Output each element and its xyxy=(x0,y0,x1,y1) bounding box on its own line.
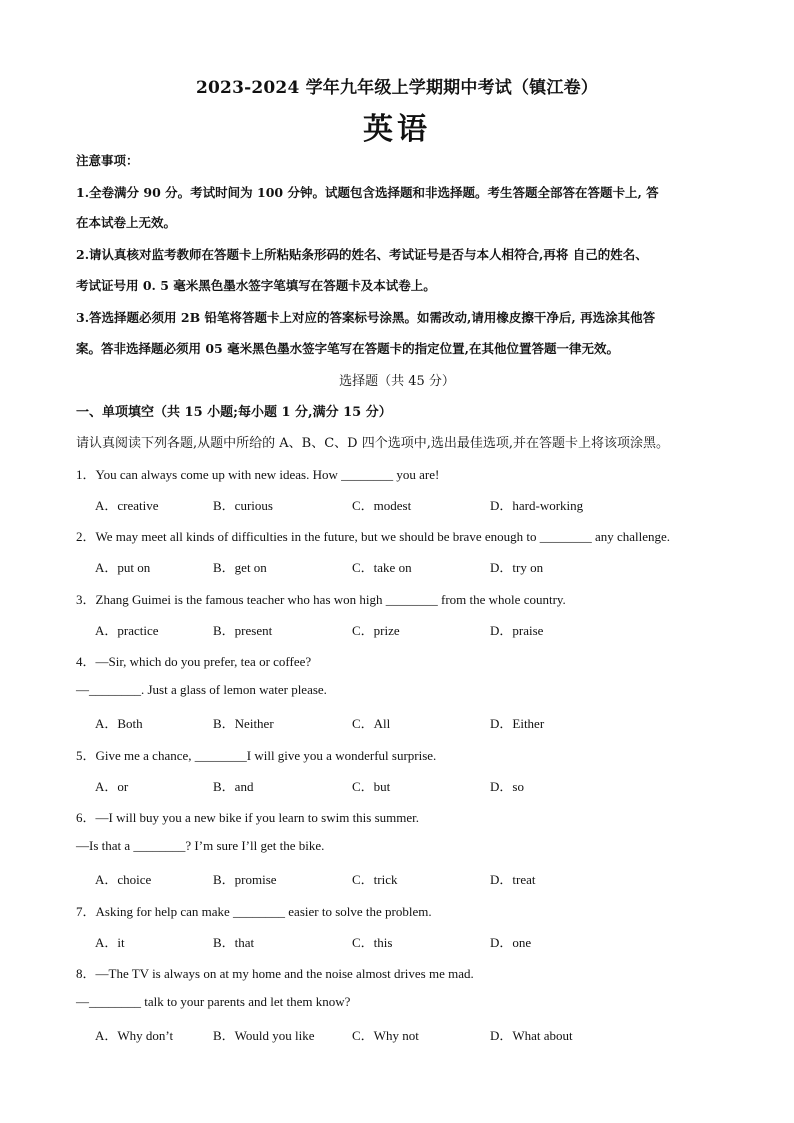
notes-heading: 注意事项： xyxy=(76,153,139,168)
question-1-stem: 1．You can always come up with new ideas. How ________ you are! xyxy=(76,467,440,482)
option-d: D．so xyxy=(490,779,524,794)
option-c: C．but xyxy=(352,779,391,794)
option-a: A．or xyxy=(95,779,129,794)
question-8-options xyxy=(95,1025,735,1043)
option-d: D．hard-working xyxy=(490,498,584,513)
option-d: D．What about xyxy=(490,1028,573,1043)
option-a: A．it xyxy=(95,935,125,950)
option-d: D．one xyxy=(490,935,532,950)
option-b: B．promise xyxy=(213,872,277,887)
question-8-stem: 8．—The TV is always on at my home and the noise almost drives me mad. xyxy=(76,966,474,981)
note-line: 1.全卷满分 90 分。考试时间为 100 分钟。试题包含选择题和非选择题。考生答题全部答在答题卡上, 答 xyxy=(76,185,659,200)
option-a: A．practice xyxy=(95,623,159,638)
question-7-options xyxy=(95,932,735,950)
section-instruction: 请认真阅读下列各题,从题中所给的 A、B、C、D 四个选项中,选出最佳选项,并在答题卡上将该项涂黑。 xyxy=(76,436,669,451)
question-4-options xyxy=(95,713,735,731)
option-b: B．get on xyxy=(213,560,267,575)
option-b: B．that xyxy=(213,935,255,950)
part-heading: 选择题（共 45 分） xyxy=(339,374,455,389)
option-a: A．put on xyxy=(95,560,151,575)
question-2-options xyxy=(95,557,735,575)
question-7-stem: 7．Asking for help can make ________ easier to solve the problem. xyxy=(76,904,432,919)
option-b: B．present xyxy=(213,623,273,638)
option-c: C．take on xyxy=(352,560,412,575)
option-a: A．Both xyxy=(95,716,143,731)
note-line: 案。答非选择题必须用 05 毫米黑色墨水签字笔写在答题卡的指定位置,在其他位置答题一律无效。 xyxy=(76,341,619,356)
exam-title: 2023-2024 学年九年级上学期期中考试（镇江卷） xyxy=(195,78,598,98)
question-5-stem: 5．Give me a chance, ________I will give you a wonderful surprise. xyxy=(76,748,437,763)
option-d: D．treat xyxy=(490,872,536,887)
note-line: 在本试卷上无效。 xyxy=(76,215,177,230)
question-6-options xyxy=(95,869,735,887)
section-title: 一、单项填空（共 15 小题;每小题 1 分,满分 15 分） xyxy=(76,405,392,420)
option-b: B．Would you like xyxy=(213,1028,315,1043)
question-5-options xyxy=(95,776,735,794)
option-a: A．Why don’t xyxy=(95,1028,174,1043)
note-line: 3.答选择题必须用 2B 铅笔将答题卡上对应的答案标号涂黑。如需改动,请用橡皮擦干净后, 再选涂其他答 xyxy=(76,310,656,325)
subject-title: 英语 xyxy=(363,112,431,147)
option-c: C．prize xyxy=(352,623,400,638)
option-c: C．All xyxy=(352,716,391,731)
option-d: D．Either xyxy=(490,716,545,731)
question-4-stem: 4．—Sir, which do you prefer, tea or coffee? xyxy=(76,654,312,669)
question-4-reply: —________. Just a glass of lemon water please. xyxy=(76,682,327,697)
question-3-options xyxy=(95,620,735,638)
option-b: B．and xyxy=(213,779,254,794)
option-b: B．Neither xyxy=(213,716,274,731)
note-line: 2.请认真核对监考教师在答题卡上所粘贴条形码的姓名、考试证号是否与本人相符合,再将 自己的姓名、 xyxy=(76,247,648,262)
note-line: 考试证号用 0. 5 毫米黑色墨水签字笔填写在答题卡及本试卷上。 xyxy=(76,278,436,293)
option-a: A．choice xyxy=(95,872,152,887)
question-8-reply: —________ talk to your parents and let them know? xyxy=(76,994,351,1009)
option-c: C．this xyxy=(352,935,393,950)
option-d: D．praise xyxy=(490,623,544,638)
option-c: C．trick xyxy=(352,872,398,887)
question-1-options xyxy=(95,495,735,513)
option-a: A．creative xyxy=(95,498,159,513)
question-3-stem: 3．Zhang Guimei is the famous teacher who has won high ________ from the whole country. xyxy=(76,592,566,607)
option-d: D．try on xyxy=(490,560,544,575)
question-6-stem: 6．—I will buy you a new bike if you learn to swim this summer. xyxy=(76,810,420,825)
option-c: C．Why not xyxy=(352,1028,419,1043)
question-2-stem: 2．We may meet all kinds of difficulties in the future, but we should be brave enough to ________ any challenge. xyxy=(76,529,671,544)
option-b: B．curious xyxy=(213,498,273,513)
question-6-reply: —Is that a ________? I’m sure I’ll get the bike. xyxy=(76,838,325,853)
option-c: C．modest xyxy=(352,498,412,513)
